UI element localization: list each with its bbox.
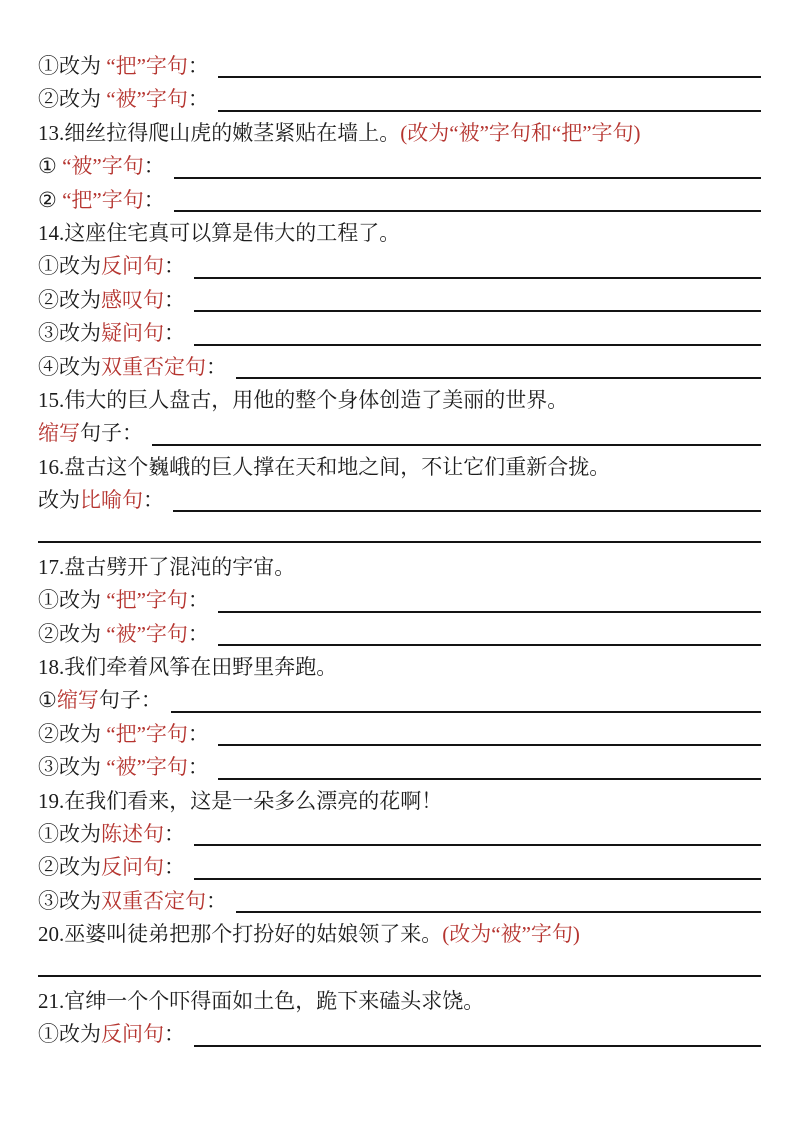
- answer-blank: [194, 1023, 761, 1046]
- text-segment: 19.在我们看来，这是一朵多么漂亮的花啊！: [38, 788, 443, 813]
- answer-blank: [236, 890, 761, 913]
- text-segment: 21.官绅一个个吓得面如土色，跪下来磕头求饶。: [38, 988, 485, 1013]
- answer-blank: [194, 289, 761, 312]
- text-segment: 15.伟大的巨人盘古，用他的整个身体创造了美丽的世界。: [38, 387, 569, 412]
- text-segment: ：: [164, 1022, 185, 1047]
- answer-row: [38, 83, 761, 116]
- answer-row: [38, 851, 761, 884]
- instruction-label: “把”字句: [62, 187, 144, 212]
- text-segment: ：: [206, 354, 227, 379]
- text-segment: ：: [187, 87, 209, 112]
- text-segment: 16.盘古这个巍峨的巨人撑在天和地之间，不让它们重新合拢。: [38, 454, 611, 479]
- text-segment: ③改为: [38, 321, 101, 346]
- answer-line: [38, 541, 761, 543]
- question-row: [38, 217, 761, 250]
- answer-row: [38, 351, 761, 384]
- answer-row: [38, 284, 761, 317]
- answer-blank: [173, 489, 761, 512]
- instruction-label: 反问句: [101, 855, 164, 880]
- answer-blank: [218, 756, 761, 779]
- answer-row: [38, 751, 761, 784]
- text-segment: ①改为: [38, 821, 101, 846]
- instruction-label: 比喻句: [80, 488, 143, 513]
- answer-row: [38, 1018, 761, 1051]
- text-segment: ：: [143, 154, 165, 179]
- text-segment: ①改为: [38, 54, 107, 78]
- text-segment: ①改为: [38, 1022, 101, 1047]
- answer-row: [38, 417, 761, 450]
- text-segment: 13.细丝拉得爬山虎的嫩茎紧贴在墙上。: [38, 120, 401, 145]
- answer-row: [38, 618, 761, 651]
- answer-row: [38, 50, 761, 83]
- question-row: [38, 651, 761, 684]
- answer-blank: [218, 88, 761, 111]
- answer-blank: [236, 356, 761, 379]
- answer-blank: [218, 623, 761, 646]
- answer-blank: [218, 723, 761, 746]
- answer-blank: [218, 55, 761, 78]
- instruction-label: 双重否定句: [101, 888, 206, 913]
- answer-row: [38, 818, 761, 851]
- answer-row: [38, 250, 761, 283]
- answer-row: [38, 584, 761, 617]
- question-row: [38, 117, 761, 150]
- question-row: [38, 551, 761, 584]
- instruction-label: (改为“被”字句和“把”字句): [400, 120, 641, 145]
- answer-blank: [152, 422, 761, 445]
- instruction-label: 反问句: [101, 1022, 164, 1047]
- text-segment: ②: [38, 187, 63, 212]
- text-segment: ②改为: [38, 287, 101, 312]
- answer-blank: [174, 189, 761, 212]
- text-segment: ：: [187, 588, 209, 613]
- instruction-label: 反问句: [101, 254, 164, 279]
- text-segment: ①改为: [38, 588, 107, 613]
- text-segment: 18.我们牵着风筝在田野里奔跑。: [38, 655, 338, 680]
- question-row: [38, 451, 761, 484]
- text-segment: 17.盘古劈开了混沌的宇宙。: [38, 554, 296, 579]
- text-segment: ④改为: [38, 354, 101, 379]
- text-segment: ：: [187, 721, 209, 746]
- answer-row: [38, 484, 761, 517]
- answer-blank: [194, 322, 761, 345]
- text-segment: 改为: [38, 488, 80, 513]
- rows-container: [38, 50, 761, 1052]
- instruction-label: “被”字句: [106, 87, 188, 112]
- text-segment: ：: [164, 254, 185, 279]
- instruction-label: 感叹句: [101, 287, 164, 312]
- answer-blank: [194, 856, 761, 879]
- instruction-label: “把”字句: [106, 588, 188, 613]
- instruction-label: 双重否定句: [101, 354, 206, 379]
- instruction-label: 缩写: [56, 688, 99, 713]
- question-row: [38, 918, 761, 951]
- text-segment: ：: [206, 888, 227, 913]
- answer-row: [38, 885, 761, 918]
- text-segment: 20.巫婆叫徒弟把那个打扮好的姑娘领了来。: [38, 922, 443, 947]
- answer-row: [38, 684, 761, 717]
- answer-row: [38, 184, 761, 217]
- instruction-label: “把”字句: [106, 54, 188, 78]
- answer-row: [38, 718, 761, 751]
- text-segment: ：: [164, 821, 185, 846]
- text-segment: ①: [38, 154, 63, 179]
- question-row: [38, 384, 761, 417]
- instruction-label: (改为“被”字句): [442, 922, 580, 947]
- answer-row: [38, 150, 761, 183]
- text-segment: ：: [164, 321, 185, 346]
- instruction-label: “被”字句: [62, 154, 144, 179]
- instruction-label: 疑问句: [101, 321, 164, 346]
- text-segment: ③改为: [38, 888, 101, 913]
- text-segment: ②改为: [38, 87, 107, 112]
- text-segment: ①改为: [38, 254, 101, 279]
- question-row: [38, 785, 761, 818]
- answer-blank: [171, 689, 761, 712]
- answer-blank: [194, 255, 761, 278]
- text-segment: 句子：: [80, 421, 143, 446]
- text-segment: ：: [164, 855, 185, 880]
- text-segment: ②改为: [38, 621, 107, 646]
- text-segment: ：: [143, 187, 165, 212]
- answer-line: [38, 975, 761, 977]
- answer-line-row: [38, 517, 761, 550]
- text-segment: ①: [38, 688, 57, 713]
- answer-blank: [194, 823, 761, 846]
- instruction-label: 陈述句: [101, 821, 164, 846]
- text-segment: ：: [187, 54, 209, 78]
- text-segment: ：: [187, 755, 209, 780]
- instruction-label: 缩写: [38, 421, 80, 446]
- text-segment: ：: [143, 488, 164, 513]
- question-row: [38, 985, 761, 1018]
- text-segment: ③改为: [38, 755, 107, 780]
- text-segment: ②改为: [38, 721, 107, 746]
- answer-blank: [218, 589, 761, 612]
- instruction-label: “把”字句: [106, 721, 188, 746]
- answer-blank: [174, 155, 761, 178]
- answer-line-row: [38, 952, 761, 985]
- text-segment: ：: [187, 621, 209, 646]
- instruction-label: “被”字句: [106, 755, 188, 780]
- text-segment: 14.这座住宅真可以算是伟大的工程了。: [38, 220, 401, 245]
- text-segment: 句子：: [98, 688, 162, 713]
- instruction-label: “被”字句: [106, 621, 188, 646]
- answer-row: [38, 317, 761, 350]
- text-segment: ：: [164, 287, 185, 312]
- text-segment: ②改为: [38, 855, 101, 880]
